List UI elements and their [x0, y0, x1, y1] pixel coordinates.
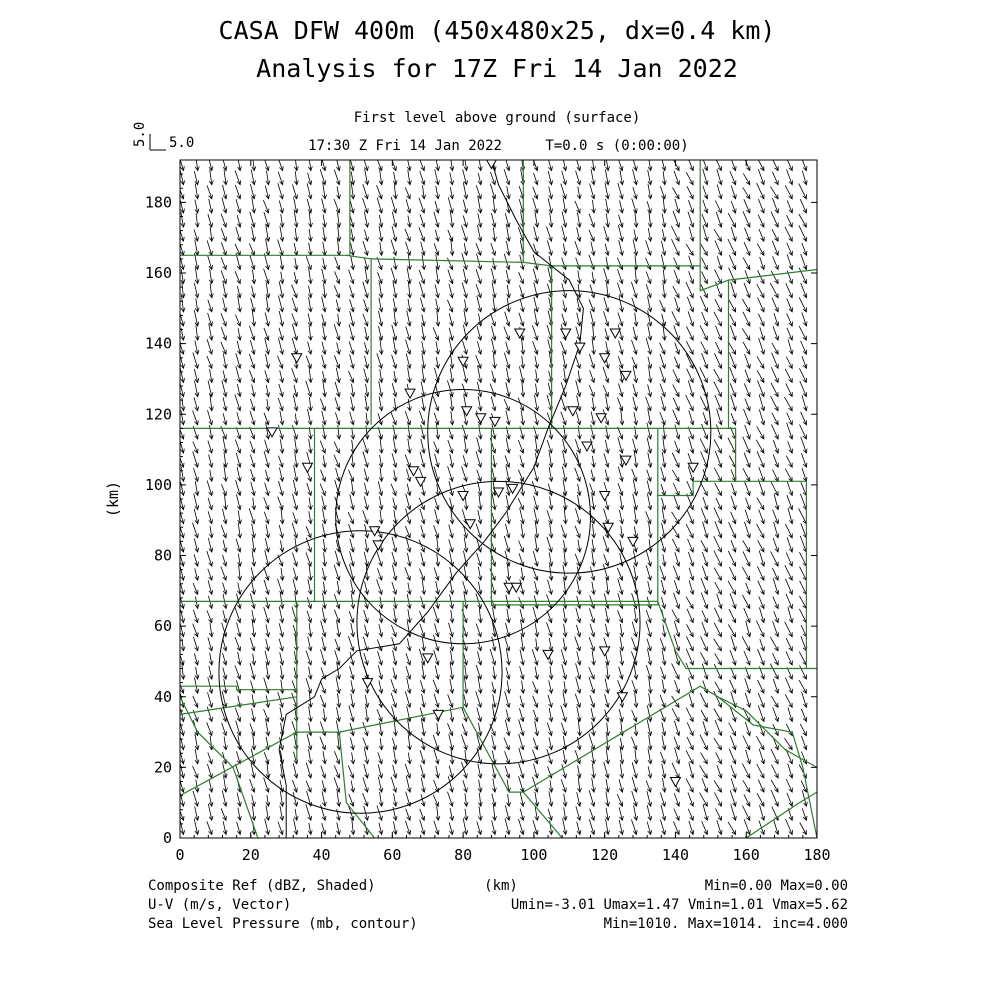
county-boundary — [718, 697, 817, 838]
station-marker — [490, 417, 500, 426]
station-marker — [628, 537, 638, 546]
x-tick-label: 160 — [732, 846, 760, 864]
station-marker — [486, 160, 496, 169]
y-tick-label: 80 — [153, 546, 172, 565]
station-marker — [511, 583, 521, 592]
station-marker — [409, 467, 419, 476]
vector-key — [132, 122, 194, 151]
y-tick-label: 140 — [144, 334, 172, 353]
range-ring — [219, 531, 502, 814]
y-tick-label: 60 — [153, 617, 172, 636]
x-tick-label: 100 — [520, 846, 548, 864]
station-marker — [600, 354, 610, 363]
station-marker — [561, 329, 571, 338]
pressure-contours — [279, 160, 583, 838]
county-boundary — [180, 160, 350, 255]
chart-title-line1: CASA DFW 400m (450x480x25, dx=0.4 km) — [218, 16, 776, 45]
station-marker — [582, 442, 592, 451]
x-tick-label: 180 — [803, 846, 831, 864]
y-tick-label: 120 — [144, 405, 172, 424]
station-marker — [433, 710, 443, 719]
vector-field — [178, 154, 807, 834]
station-marker — [267, 428, 277, 437]
station-marker — [670, 778, 680, 787]
y-tick-label: 160 — [144, 264, 172, 282]
station-marker — [543, 650, 553, 659]
station-marker — [462, 407, 472, 416]
station-marker — [568, 407, 578, 416]
forecast-time-label: T=0.0 s (0:00:00) — [545, 138, 689, 154]
x-tick-label: 20 — [241, 846, 260, 864]
station-marker — [575, 343, 585, 352]
x-tick-label: 80 — [454, 846, 473, 864]
county-boundary — [658, 428, 736, 495]
x-tick-label: 0 — [175, 846, 185, 864]
x-axis-unit-label: (km) — [484, 878, 518, 894]
y-axis-label: (km) — [104, 480, 122, 518]
chart-title-line2: Analysis for 17Z Fri 14 Jan 2022 — [256, 54, 738, 83]
vector-key-vertical-label: 5.0 — [132, 121, 148, 147]
footer-pressure-label: Sea Level Pressure (mb, contour) — [148, 916, 418, 932]
valid-time-label: 17:30 Z Fri 14 Jan 2022 — [308, 138, 502, 154]
county-boundary — [552, 160, 701, 266]
level-label: First level above ground (surface) — [353, 110, 641, 126]
station-marker — [292, 354, 302, 363]
y-tick-label: 100 — [144, 475, 172, 494]
x-tick-label: 40 — [312, 846, 331, 864]
station-marker — [508, 484, 518, 493]
station-marker — [405, 389, 415, 398]
station-marker — [423, 654, 433, 663]
y-tick-label: 40 — [153, 687, 172, 706]
footer-pressure-range: Min=1010. Max=1014. inc=4.000 — [603, 916, 848, 932]
county-boundary — [523, 792, 562, 838]
y-tick-label: 0 — [162, 829, 172, 847]
wind-vectors — [178, 154, 807, 834]
y-tick-label: 20 — [153, 758, 172, 777]
pressure-contour — [279, 160, 583, 838]
station-marker — [610, 329, 620, 338]
station-marker — [416, 477, 426, 486]
x-tick-label: 120 — [591, 846, 619, 864]
x-tick-label: 60 — [383, 846, 402, 864]
station-marker — [476, 414, 486, 423]
footer-wind-range: Umin=-3.01 Umax=1.47 Vmin=1.01 Vmax=5.62 — [510, 897, 848, 913]
county-boundary — [180, 697, 258, 838]
footer-reflectivity-range: Min=0.00 Max=0.00 — [704, 878, 848, 894]
vector-key-horizontal-label: 5.0 — [169, 135, 195, 151]
range-ring — [357, 481, 640, 764]
y-tick-label: 180 — [144, 193, 172, 212]
station-marker — [596, 414, 606, 423]
x-tick-label: 140 — [661, 846, 689, 864]
station-marker — [621, 456, 631, 465]
footer-wind-label: U-V (m/s, Vector) — [148, 897, 292, 913]
county-boundary — [339, 732, 374, 838]
county-boundaries — [180, 160, 817, 838]
footer-reflectivity-label: Composite Ref (dBZ, Shaded) — [148, 878, 376, 894]
station-marker — [621, 371, 631, 380]
station-marker — [600, 647, 610, 656]
station-marker — [515, 329, 525, 338]
station-marker — [458, 357, 468, 366]
plot-area — [145, 154, 831, 864]
county-boundary — [523, 262, 551, 428]
range-ring — [428, 291, 711, 574]
